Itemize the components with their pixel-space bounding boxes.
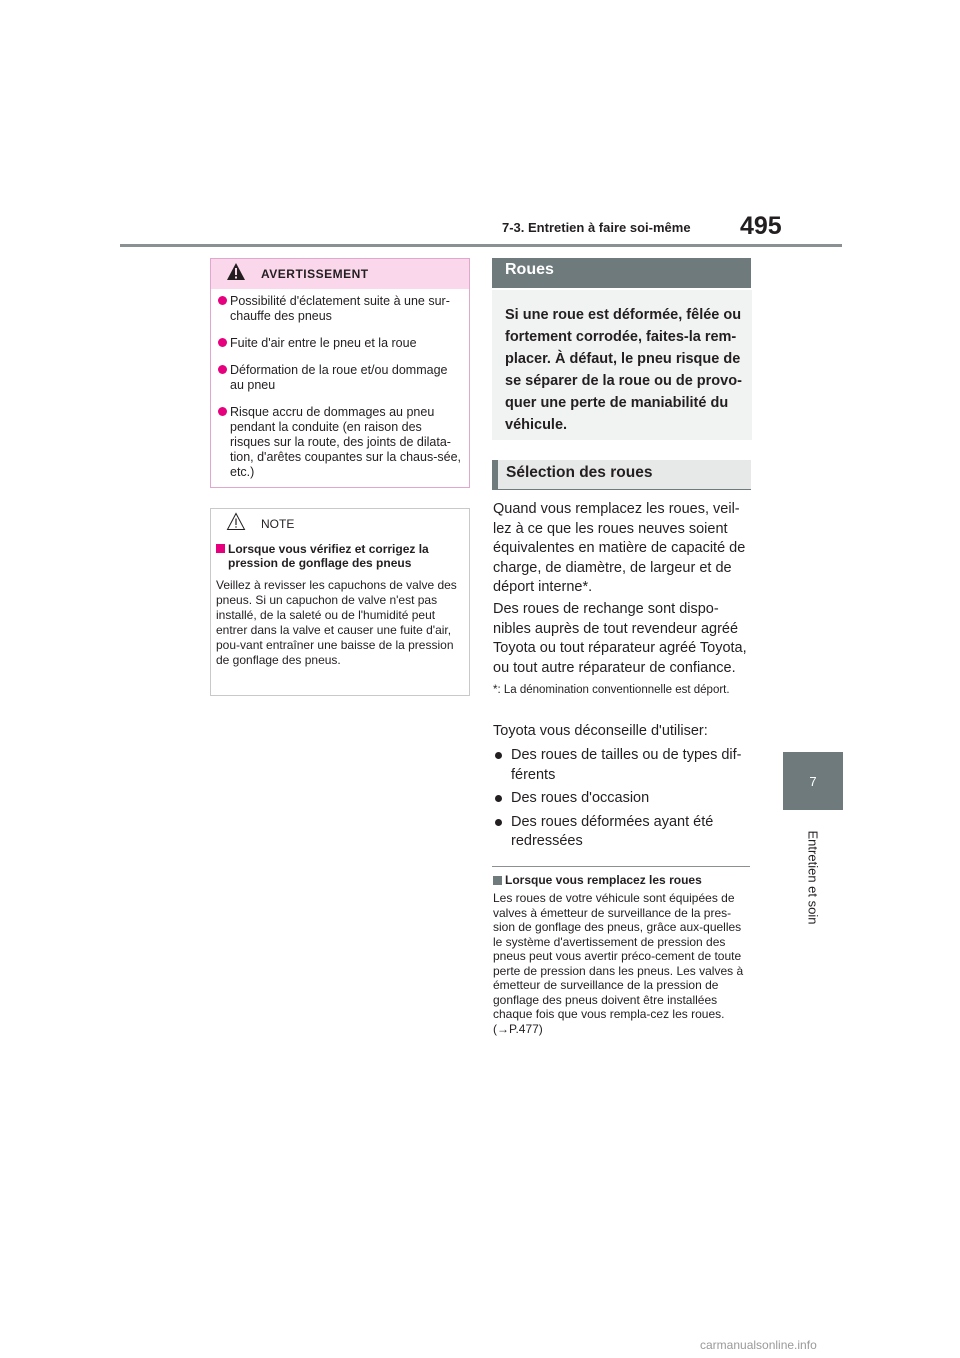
note-label: NOTE <box>261 517 295 531</box>
heading-selection: Sélection des roues <box>492 460 751 490</box>
replace-heading: Lorsque vous remplacez les roues <box>493 873 763 887</box>
square-bullet-icon <box>216 544 225 553</box>
bullet-dot-icon <box>218 296 227 305</box>
list-item: Possibilité d'éclatement suite à une sur-chauffe des pneus <box>218 294 464 324</box>
paragraph-3: Toyota vous déconseille d'utiliser: <box>493 723 708 739</box>
warning-list <box>218 294 464 492</box>
paragraph-1: Quand vous remplacez les roues, veil-lez à ce que les roues neuves soient équivalentes en matière de capacité de charge, de diamètre, de largeur et de déport interne*. <box>493 501 746 595</box>
footnote: *: La dénomination conventionnelle est déport. <box>493 684 730 696</box>
divider <box>492 866 750 867</box>
list-item: Fuite d'air entre le pneu et la roue <box>218 336 464 351</box>
bullet-icon <box>495 795 502 802</box>
intro-box <box>492 290 752 440</box>
list-item: Des roues de tailles ou de types dif-férents <box>493 746 755 785</box>
chapter-number: 7 <box>809 773 817 789</box>
replace-text: Les roues de votre véhicule sont équipées de valves à émetteur de surveillance de la pres-sion de gonflage des pneus, grâce aux-quelles le système d'avertissement de pression des pneus peut vous avertir préco-cement de toute perte de pression dans les pneus. Les valves à émetteur de surveillance de la pression de gonflage des pneus doivent être installées chaque fois que vous rempla-cez les roues. (→P.477) <box>493 891 744 1036</box>
section-title: 7-3. Entretien à faire soi-même <box>502 220 691 235</box>
bullet-list <box>493 746 755 856</box>
header-rule <box>120 244 842 247</box>
bullet-icon <box>495 819 502 826</box>
bullet-icon <box>495 752 502 759</box>
warning-triangle-icon <box>226 262 246 281</box>
chapter-title: Entretien et soin <box>805 830 821 925</box>
list-item: Des roues déformées ayant été redressées <box>493 813 755 852</box>
warning-header <box>211 259 469 289</box>
list-item: Risque accru de dommages au pneu pendant la conduite (en raison des risques sur la route, des joints de dilata-tion, d'arêtes coupantes sur la chaus-sée, etc.) <box>218 405 464 480</box>
note-text: Veillez à revisser les capuchons de valve des pneus. Si un capuchon de valve n'est pas installé, de la saleté ou de l'humidité peut entrer dans la valve et causer une fuite d'air, pou-vant entraîner une baisse de la pression de gonflage des pneus. <box>216 578 457 667</box>
warning-label: AVERTISSEMENT <box>261 267 369 281</box>
paragraph-2: Des roues de rechange sont dispo-nibles auprès de tout revendeur agréé Toyota ou tout réparateur agréé Toyota, ou tout autre réparateur de confiance. <box>493 601 747 676</box>
watermark: carmanualsonline.info <box>700 1338 817 1352</box>
list-item: Déformation de la roue et/ou dommage au pneu <box>218 363 464 393</box>
list-item: Des roues d'occasion <box>493 789 755 809</box>
caution-triangle-icon <box>226 512 246 531</box>
heading-roues: Roues <box>492 258 751 288</box>
bullet-dot-icon <box>218 365 227 374</box>
bullet-dot-icon <box>218 338 227 347</box>
page-number: 495 <box>740 212 782 240</box>
bullet-dot-icon <box>218 407 227 416</box>
chapter-tab[interactable] <box>783 752 843 810</box>
square-bullet-icon <box>493 876 502 885</box>
note-subheading: Lorsque vous vérifiez et corrigez la pression de gonflage des pneus <box>216 542 478 570</box>
intro-text: Si une roue est déformée, fêlée ou fortement corrodée, faites-la rem-placer. À défaut, le pneu risque de se séparer de la roue ou de provo-quer une perte de maniabilité du véhicule. <box>505 307 742 433</box>
